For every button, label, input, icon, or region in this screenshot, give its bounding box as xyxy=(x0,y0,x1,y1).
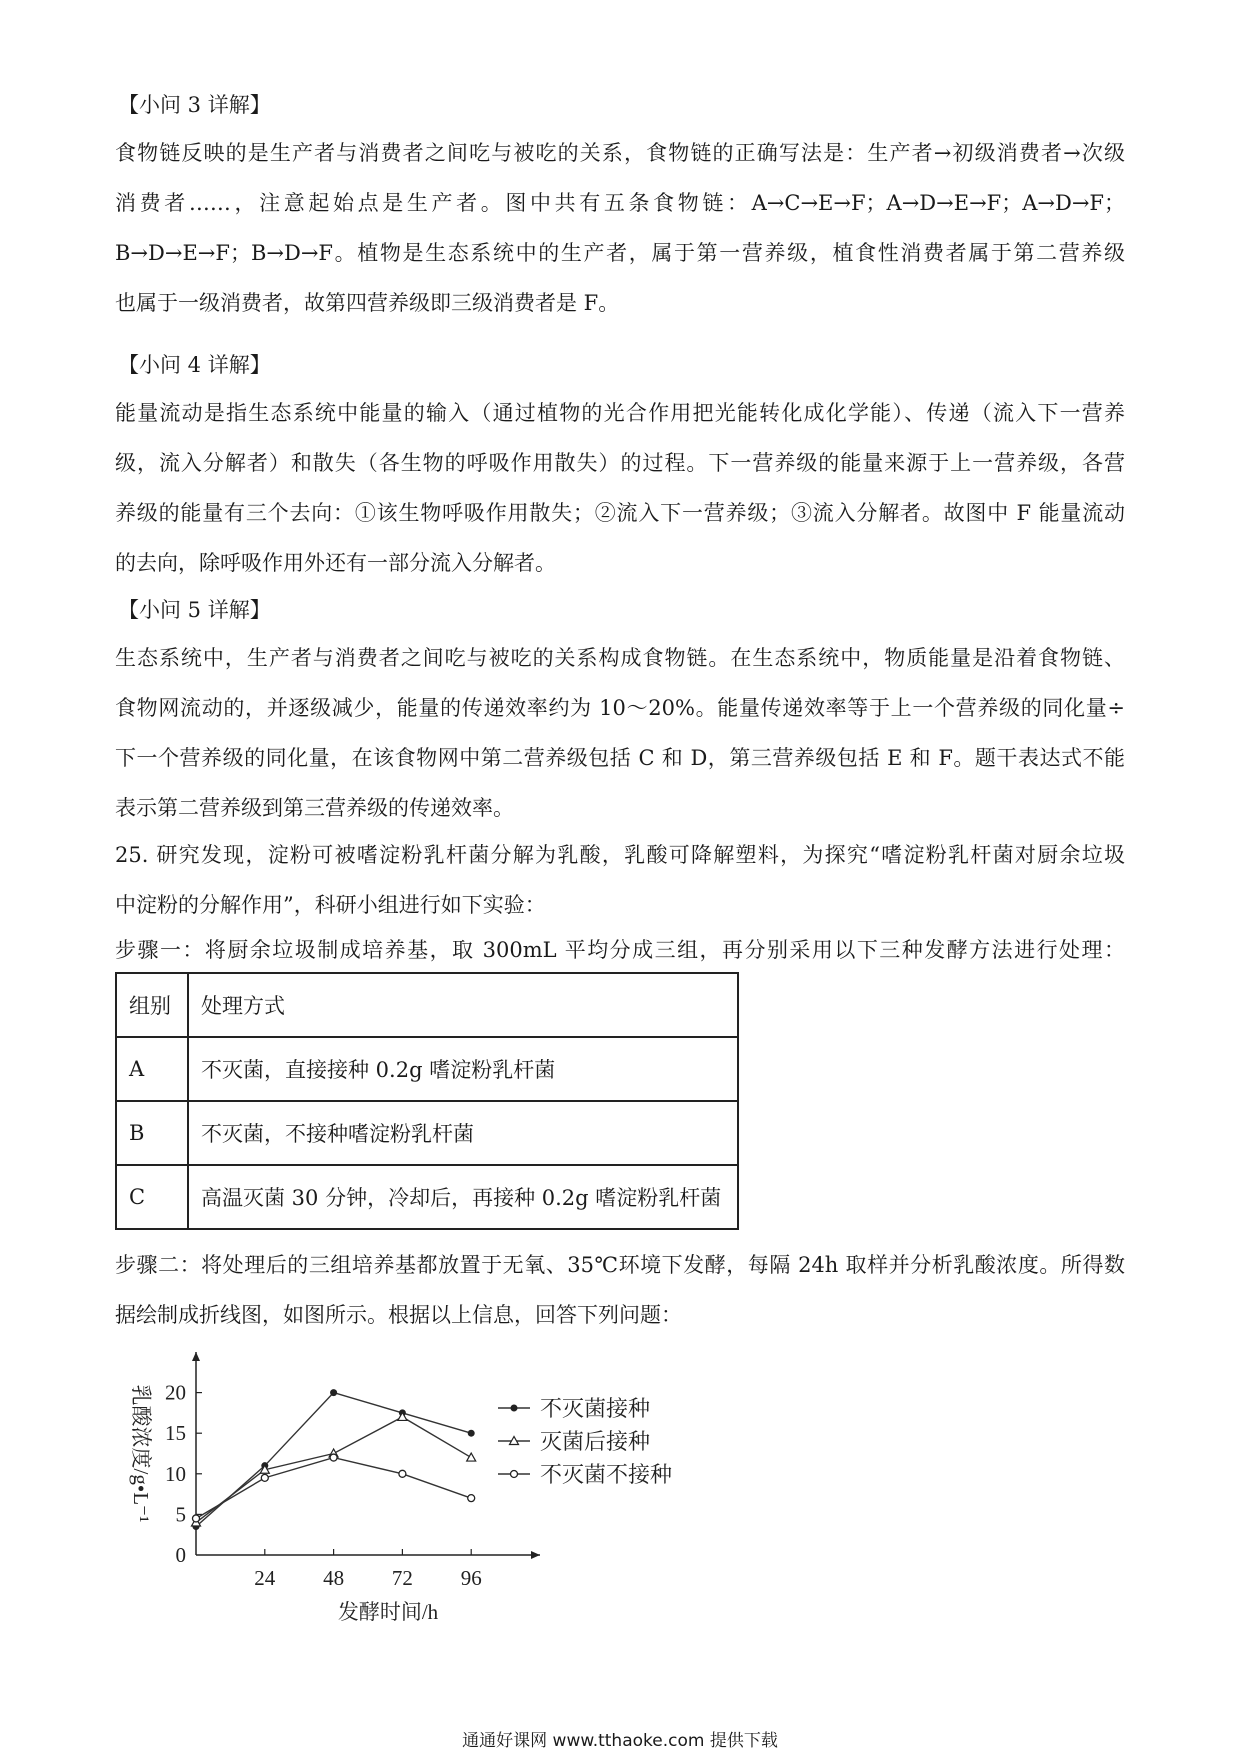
y-tick-label: 20 xyxy=(165,1380,186,1405)
table-header-cell: 组别 xyxy=(116,973,188,1037)
paragraph-line: 消费者……，注意起始点是生产者。图中共有五条食物链：A→C→E→F；A→D→E→F；A→D→F； xyxy=(115,191,1125,215)
table-row xyxy=(116,1165,738,1229)
paragraph-line: 据绘制成折线图，如图所示。根据以上信息，回答下列问题： xyxy=(115,1303,682,1327)
table-row xyxy=(116,1037,738,1101)
table-row xyxy=(116,1101,738,1165)
data-point xyxy=(399,1470,406,1477)
data-point xyxy=(330,1454,337,1461)
section-heading-5: 【小问 5 详解】 xyxy=(118,598,271,622)
legend-label: 不灭菌接种 xyxy=(540,1396,651,1421)
series-line-2 xyxy=(196,1417,471,1523)
y-axis-arrow xyxy=(192,1352,200,1361)
chart-svg xyxy=(110,1340,770,1624)
paragraph-line: B→D→E→F；B→D→F。植物是生态系统中的生产者，属于第一营养级，植食性消费者属于第二营养级 xyxy=(115,241,1125,265)
x-tick-label: 72 xyxy=(391,1566,413,1590)
series-line-3 xyxy=(196,1458,471,1519)
section-body-5 xyxy=(115,633,1125,833)
treatment-table xyxy=(115,972,739,1230)
x-tick-label: 24 xyxy=(254,1566,276,1590)
paragraph-line: 步骤一：将厨余垃圾制成培养基，取 300mL 平均分成三组，再分别采用以下三种发酵方法进行处理： xyxy=(115,938,1125,962)
y-tick-label: 0 xyxy=(175,1543,186,1567)
footer-credit: 通通好课网 www.tthaoke.com 提供下载 xyxy=(462,1731,778,1751)
data-point xyxy=(193,1515,200,1522)
paragraph-line: 级，流入分解者）和散失（各生物的呼吸作用散失）的过程。下一营养级的能量来源于上一营养级，各营 xyxy=(115,451,1125,475)
paragraph-line: 中淀粉的分解作用”，科研小组进行如下实验： xyxy=(115,893,546,917)
y-axis-label: 乳酸浓度/g•L⁻¹ xyxy=(129,1384,153,1523)
paragraph-line: 能量流动是指生态系统中能量的输入（通过植物的光合作用把光能转化成化学能）、传递（流入下一营养 xyxy=(115,401,1125,425)
data-point xyxy=(467,1453,476,1461)
paragraph-line: 生态系统中，生产者与消费者之间吃与被吃的关系构成食物链。在生态系统中，物质能量是沿着食物链、 xyxy=(115,646,1125,670)
y-tick-label: 15 xyxy=(165,1421,186,1446)
paragraph-line: 25. 研究发现，淀粉可被嗜淀粉乳杆菌分解为乳酸，乳酸可降解塑料，为探究“嗜淀粉乳杆菌对厨余垃圾 xyxy=(115,843,1125,867)
paragraph-line: 表示第二营养级到第三营养级的传递效率。 xyxy=(115,796,514,820)
legend-label: 不灭菌不接种 xyxy=(540,1462,673,1487)
paragraph-line: 也属于一级消费者，故第四营养级即三级消费者是 F。 xyxy=(115,291,620,315)
table-header-cell: 处理方式 xyxy=(188,973,738,1037)
legend-label: 灭菌后接种 xyxy=(540,1429,651,1454)
lactic-acid-chart xyxy=(110,1340,770,1624)
data-point xyxy=(468,1495,475,1502)
step-one xyxy=(115,930,1125,970)
section-body-4 xyxy=(115,388,1125,588)
table-cell: A xyxy=(116,1037,188,1101)
x-axis-arrow xyxy=(531,1551,540,1559)
legend-marker xyxy=(511,1471,518,1478)
table-cell: C xyxy=(116,1165,188,1229)
paragraph-line: 养级的能量有三个去向：①该生物呼吸作用散失；②流入下一营养级；③流入分解者。故图中 F 能量流动 xyxy=(115,501,1125,525)
section-body-3 xyxy=(115,128,1125,328)
question-intro xyxy=(115,830,1125,930)
x-axis-label: 发酵时间/h xyxy=(337,1600,439,1624)
paragraph-line: 食物链反映的是生产者与消费者之间吃与被吃的关系，食物链的正确写法是：生产者→初级消费者→次级 xyxy=(115,141,1125,165)
section-heading-4: 【小问 4 详解】 xyxy=(118,353,271,377)
table-header-row xyxy=(116,973,738,1037)
y-tick-label: 5 xyxy=(175,1502,186,1527)
table-cell: B xyxy=(116,1101,188,1165)
step-two xyxy=(115,1240,1125,1340)
paragraph-line: 食物网流动的，并逐级减少，能量的传递效率约为 10～20%。能量传递效率等于上一个营养级的同化量÷ xyxy=(115,696,1125,720)
paragraph-line: 步骤二：将处理后的三组培养基都放置于无氧、35℃环境下发酵，每隔 24h 取样并分析乳酸浓度。所得数 xyxy=(115,1253,1125,1277)
legend-marker xyxy=(511,1405,518,1412)
data-point xyxy=(330,1389,337,1396)
data-point xyxy=(261,1474,268,1481)
y-tick-label: 10 xyxy=(165,1461,186,1486)
x-tick-label: 96 xyxy=(460,1566,482,1590)
section-heading-3: 【小问 3 详解】 xyxy=(118,93,271,117)
data-point xyxy=(468,1430,475,1437)
paragraph-line: 下一个营养级的同化量，在该食物网中第二营养级包括 C 和 D，第三营养级包括 E 和 F。题干表达式不能 xyxy=(115,746,1125,770)
table-cell: 高温灭菌 30 分钟，冷却后，再接种 0.2g 嗜淀粉乳杆菌 xyxy=(188,1165,738,1229)
table-cell: 不灭菌，直接接种 0.2g 嗜淀粉乳杆菌 xyxy=(188,1037,738,1101)
x-tick-label: 48 xyxy=(323,1566,345,1590)
paragraph-line: 的去向，除呼吸作用外还有一部分流入分解者。 xyxy=(115,551,556,575)
table-cell: 不灭菌，不接种嗜淀粉乳杆菌 xyxy=(188,1101,738,1165)
